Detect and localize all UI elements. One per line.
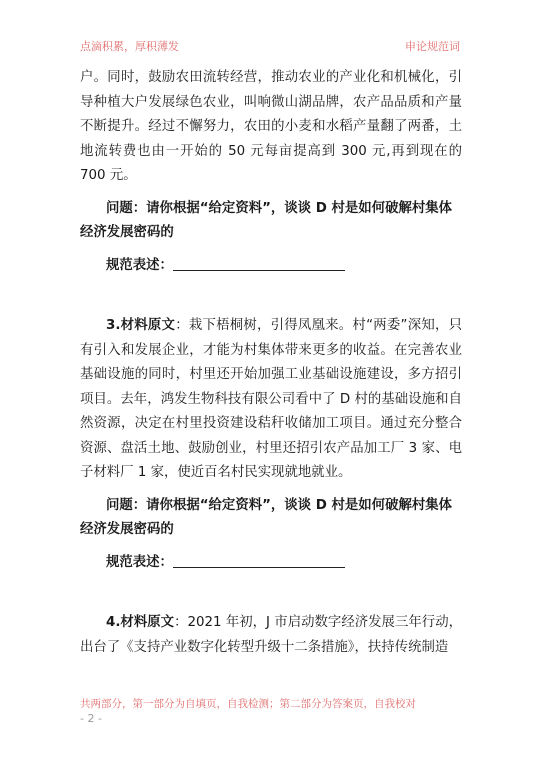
- answer-label: 规范表述：: [106, 257, 173, 273]
- document-body: [80, 66, 462, 660]
- header-slogan: 点滴积累，厚积薄发: [80, 40, 179, 53]
- answer-row-1: [106, 254, 462, 279]
- question-2: 问题：请你根据“给定资料”，谈谈 D 村是如何破解村集体经济发展密码的: [80, 497, 453, 537]
- page-number: - 2 -: [80, 712, 102, 725]
- answer-label: 规范表述：: [106, 554, 173, 570]
- material-3: [80, 314, 462, 486]
- material-4: [80, 611, 462, 660]
- material-4-label: 4.材料原文: [106, 615, 175, 630]
- answer-blank[interactable]: [173, 254, 345, 271]
- page-footer-note: 共两部分，第一部分为自填页，自我检测；第二部分为答案页，自我校对: [80, 698, 416, 710]
- question-1: 问题：请你根据“给定资料”，谈谈 D 村是如何破解村集体经济发展密码的: [80, 200, 453, 240]
- material-2-continued: 户。同时，鼓励农田流转经营，推动农业的产业化和机械化，引导种植大户发展绿色农业，叫响微山湖品牌，农产品品质和产量不断提升。经过不懈努力，农田的小麦和水稻产量翻了两番，土地流转费也由一开始的 50 元每亩提高到 300 元,再到现在的 700 元。: [80, 70, 462, 183]
- page-header: [80, 38, 460, 56]
- header-title: 申论规范词: [405, 40, 460, 53]
- answer-row-2: [106, 551, 462, 576]
- material-3-text: ：栽下梧桐树，引得凤凰来。村“两委”深知，只有引入和发展企业，才能为村集体带来更多的收益。在完善农业基础设施的同时，村里还开始加强工业基础设施建设，多方招引项目。去年，鸿发生物科技有限公司看中了 D 村的基础设施和自然资源，决定在村里投资建设秸秆收储加工项目。通过充分整合资源、盘活土地、鼓励创业，村里还招引农产品加工厂 3 家、电子材料厂 1 家，使近百名村民实现就地就业。: [80, 318, 462, 480]
- material-4-text: ：2021 年初，J 市启动数字经济发展三年行动，出台了《支持产业数字化转型升级十二条措施》，扶持传统制造: [80, 615, 462, 655]
- material-3-label: 3.材料原文: [106, 318, 176, 333]
- answer-blank[interactable]: [173, 551, 345, 568]
